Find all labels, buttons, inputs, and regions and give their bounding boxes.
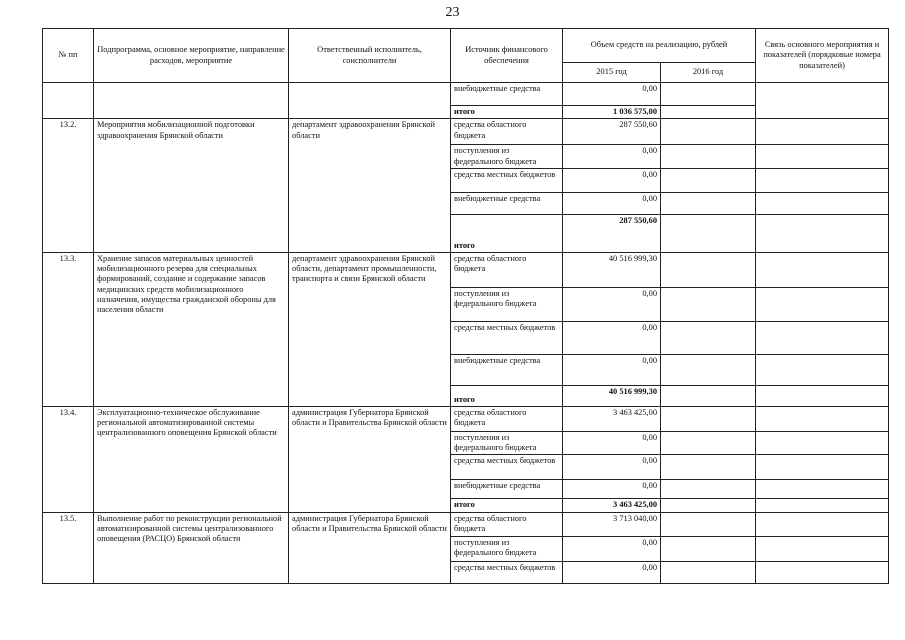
table-row — [43, 83, 889, 106]
amount-2016 — [661, 106, 756, 119]
table-body — [43, 83, 889, 584]
source-cell: итого — [451, 499, 563, 512]
item-number: 13.2. — [43, 119, 94, 253]
amount-2015: 3 463 425,00 — [563, 499, 661, 512]
amount-2016 — [661, 561, 756, 583]
header-volume: Объем средств на реализацию, рублей — [563, 29, 756, 63]
indicator-link-cell — [756, 480, 889, 499]
indicator-link-cell — [756, 561, 889, 583]
amount-2015: 0,00 — [563, 536, 661, 561]
item-number: 13.4. — [43, 406, 94, 512]
source-cell: поступления из федерального бюджета — [451, 287, 563, 321]
table-row — [43, 119, 889, 145]
item-name: Выполнение работ по реконструкции региональной автоматизированной системы централизованного оповещения (РАСЦО) Брянской области — [94, 512, 289, 583]
indicator-link-cell — [756, 192, 889, 214]
source-cell: внебюджетные средства — [451, 192, 563, 214]
indicator-link-cell — [756, 252, 889, 287]
header-year-2016: 2016 год — [661, 63, 756, 83]
source-cell: итого — [451, 385, 563, 406]
header-num: № пп — [43, 29, 94, 83]
source-cell: поступления из федерального бюджета — [451, 431, 563, 455]
amount-2015: 0,00 — [563, 192, 661, 214]
amount-2016 — [661, 512, 756, 536]
source-cell: внебюджетные средства — [451, 354, 563, 385]
amount-2015: 0,00 — [563, 287, 661, 321]
table-header — [43, 29, 889, 83]
indicator-link-cell — [756, 455, 889, 480]
source-cell: поступления из федерального бюджета — [451, 145, 563, 169]
amount-2016 — [661, 536, 756, 561]
item-executor: департамент здравоохранения Брянской области — [289, 119, 451, 253]
amount-2015: 0,00 — [563, 168, 661, 192]
header-executor: Ответственный исполнитель, соисполнители — [289, 29, 451, 83]
row-executor — [289, 83, 451, 119]
item-number: 13.5. — [43, 512, 94, 583]
row-num — [43, 83, 94, 119]
amount-2016 — [661, 192, 756, 214]
amount-2016 — [661, 119, 756, 145]
amount-2016 — [661, 214, 756, 252]
source-cell: средства областного бюджета — [451, 406, 563, 431]
item-name: Хранение запасов материальных ценностей мобилизационного резерва для специальных формирований, создание и содержание запасов медицинских средств мобилизационного назначения, имущества гражданской обороны для населения области — [94, 252, 289, 406]
source-cell: итого — [451, 214, 563, 252]
indicator-link-cell — [756, 512, 889, 536]
source-cell: средства местных бюджетов — [451, 561, 563, 583]
indicator-link-cell — [756, 145, 889, 169]
amount-2016 — [661, 321, 756, 354]
amount-2016 — [661, 145, 756, 169]
source-cell: итого — [451, 106, 563, 119]
amount-2016 — [661, 431, 756, 455]
amount-2015: 1 036 575,00 — [563, 106, 661, 119]
amount-2015: 0,00 — [563, 354, 661, 385]
amount-2015: 0,00 — [563, 455, 661, 480]
table-row — [43, 252, 889, 287]
financing-table — [42, 28, 889, 584]
source-cell: внебюджетные средства — [451, 480, 563, 499]
header-source: Источник финансового обеспечения — [451, 29, 563, 83]
amount-2015: 3 713 040,00 — [563, 512, 661, 536]
amount-2016 — [661, 455, 756, 480]
indicator-link-cell — [756, 406, 889, 431]
indicator-link-cell — [756, 385, 889, 406]
amount-2016 — [661, 499, 756, 512]
indicator-link-cell — [756, 119, 889, 145]
amount-2016 — [661, 287, 756, 321]
item-number: 13.3. — [43, 252, 94, 406]
source-cell: средства областного бюджета — [451, 252, 563, 287]
header-link: Связь основного мероприятия и показателей (порядковые номера показателей) — [756, 29, 889, 83]
source-cell: средства областного бюджета — [451, 119, 563, 145]
amount-2016 — [661, 385, 756, 406]
indicator-link-cell — [756, 83, 889, 119]
item-executor: администрация Губернатора Брянской области и Правительства Брянской области — [289, 512, 451, 583]
amount-2015: 40 516 999,30 — [563, 385, 661, 406]
amount-2015: 0,00 — [563, 145, 661, 169]
indicator-link-cell — [756, 354, 889, 385]
source-cell: средства местных бюджетов — [451, 455, 563, 480]
amount-2015: 3 463 425,00 — [563, 406, 661, 431]
table-row — [43, 406, 889, 431]
page-number: 23 — [445, 5, 460, 20]
table-row — [43, 512, 889, 536]
amount-2015: 0,00 — [563, 83, 661, 106]
amount-2015: 0,00 — [563, 321, 661, 354]
source-cell: внебюджетные средства — [451, 83, 563, 106]
indicator-link-cell — [756, 431, 889, 455]
amount-2016 — [661, 168, 756, 192]
indicator-link-cell — [756, 287, 889, 321]
source-cell: средства областного бюджета — [451, 512, 563, 536]
header-year-2015: 2015 год — [563, 63, 661, 83]
item-executor: администрация Губернатора Брянской области и Правительства Брянской области — [289, 406, 451, 512]
amount-2016 — [661, 406, 756, 431]
amount-2016 — [661, 252, 756, 287]
indicator-link-cell — [756, 168, 889, 192]
amount-2015: 0,00 — [563, 561, 661, 583]
source-cell: средства местных бюджетов — [451, 321, 563, 354]
item-executor: департамент здравоохранения Брянской области, департамент промышленности, транспорта и связи Брянской области — [289, 252, 451, 406]
source-cell: поступления из федерального бюджета — [451, 536, 563, 561]
source-cell: средства местных бюджетов — [451, 168, 563, 192]
amount-2016 — [661, 354, 756, 385]
indicator-link-cell — [756, 536, 889, 561]
indicator-link-cell — [756, 499, 889, 512]
amount-2016 — [661, 480, 756, 499]
amount-2015: 0,00 — [563, 480, 661, 499]
item-name: Эксплуатационно-техническое обслуживание региональной автоматизированной системы централизованного оповещения Брянской области — [94, 406, 289, 512]
header-subprogram: Подпрограмма, основное мероприятие, направление расходов, мероприятие — [94, 29, 289, 83]
amount-2015: 40 516 999,30 — [563, 252, 661, 287]
amount-2016 — [661, 83, 756, 106]
item-name: Мероприятия мобилизационной подготовки здравоохранения Брянской области — [94, 119, 289, 253]
amount-2015: 287 550,60 — [563, 119, 661, 145]
amount-2015: 287 550,60 — [563, 214, 661, 252]
row-name — [94, 83, 289, 119]
indicator-link-cell — [756, 214, 889, 252]
indicator-link-cell — [756, 321, 889, 354]
amount-2015: 0,00 — [563, 431, 661, 455]
